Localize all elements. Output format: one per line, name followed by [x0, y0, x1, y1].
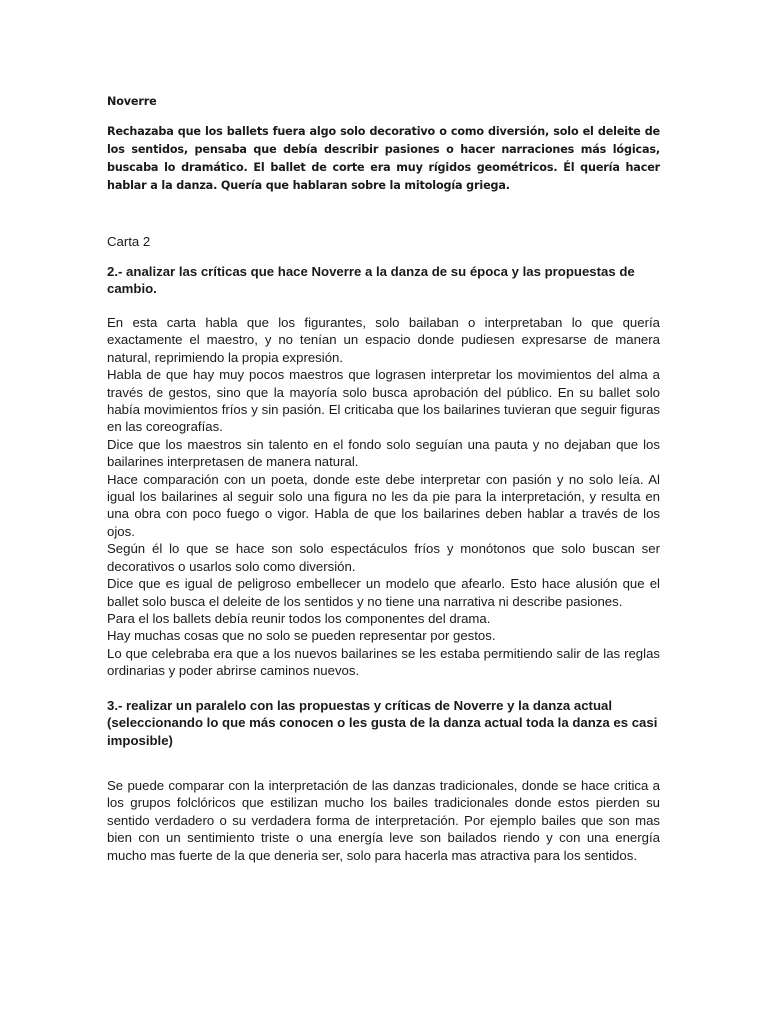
- section-title: Noverre: [107, 95, 157, 108]
- answer-2-paragraph: Según él lo que se hace son solo espectáculos fríos y monótonos que solo buscan ser decorativos o usarlos solo como diversión.: [107, 541, 660, 574]
- noverre-section: [107, 93, 660, 195]
- question-2-heading: 2.- analizar las críticas que hace Noverre a la danza de su época y las propuestas de cambio.: [107, 264, 635, 297]
- answer-3-body: [107, 777, 660, 864]
- answer-2-paragraph: Para el los ballets debía reunir todos los componentes del drama.: [107, 610, 491, 626]
- answer-2-paragraph: Hace comparación con un poeta, donde este debe interpretar con pasión y no solo leía. Al igual los bailarines al seguir solo una figura no les da pie para la interpretación, y resulta en una obra con poco fuego o vigor. Habla de que los bailarines deben hablar a través de los ojos.: [107, 471, 660, 539]
- answer-2-paragraph: Habla de que hay muy pocos maestros que lograsen interpretar los movimientos del alma a través de gestos, sino que la mayoría solo busca aprobación del público. En su ballet solo había movimientos fríos y sin pasión. El criticaba que los bailarines tuvieran que seguir figuras en las coreografías.: [107, 367, 660, 435]
- answer-2-paragraph: Lo que celebraba era que a los nuevos bailarines se les estaba permitiendo salir de las reglas ordinarias y poder abrirse caminos nuevos.: [107, 645, 660, 679]
- section-paragraph: Rechazaba que los ballets fuera algo solo decorativo o como diversión, solo el deleite de los sentidos, pensaba que debía describir pasiones o hacer narraciones más lógicas, buscaba lo dramático. El ballet de corte era muy rígidos geométricos. Él quería hacer hablar a la danza. Quería que hablaran sobre la mitología griega.: [107, 125, 660, 192]
- answer-2-paragraph: Hay muchas cosas que no solo se pueden representar por gestos.: [107, 628, 496, 644]
- answer-2-paragraph: Dice que es igual de peligroso embellecer un modelo que afearlo. Esto hace alusión que el ballet solo busca el deleite de los sentidos y no tiene una narrativa ni describe pasiones.: [107, 576, 660, 609]
- answer-2-body: [107, 314, 660, 680]
- carta-label: Carta 2: [107, 234, 151, 249]
- answer-2-paragraph: Dice que los maestros sin talento en el fondo solo seguían una pauta y no dejaban que los bailarines interpretasen de manera natural.: [107, 436, 660, 470]
- answer-3-paragraph: Se puede comparar con la interpretación de las danzas tradicionales, donde se hace critica a los grupos folclóricos que estilizan mucho los bailes tradicionales donde estos pierden su sentido verdadero o su verdadera forma de interpretación. Por ejemplo bailes que son mas bien con un sentimiento triste o una energía leve son bailados riendo y con una energía mucho mas fuerte de la que deneria ser, solo para hacerla mas atractiva para los sentidos.: [107, 778, 660, 863]
- answer-2-paragraph: En esta carta habla que los figurantes, solo bailaban o interpretaban lo que quería exactamente el maestro, y no tenían un espacio donde pudiesen expresarse de manera natural, reprimiendo la propia expresión.: [107, 315, 660, 365]
- question-3-heading: 3.- realizar un paralelo con las propuestas y críticas de Noverre y la danza actual (seleccionando lo que más conocen o les gusta de la danza actual toda la danza es casi imposible): [107, 698, 658, 748]
